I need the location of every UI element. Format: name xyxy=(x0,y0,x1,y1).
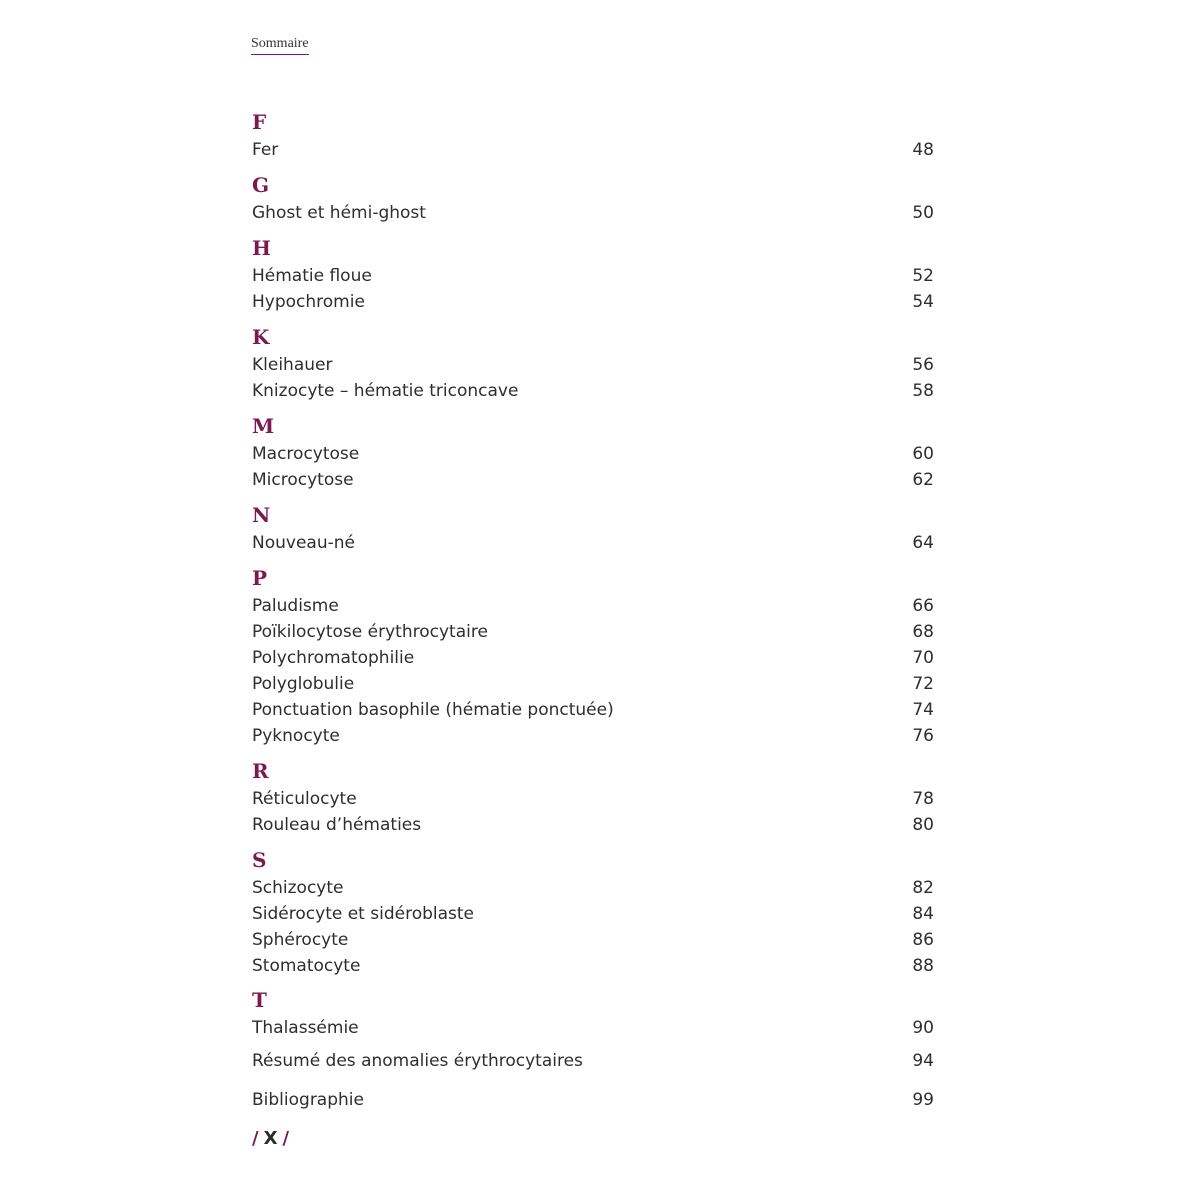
toc-entry-title: Résumé des anomalies érythrocytaires xyxy=(252,1051,583,1071)
toc-entry-page-number: 86 xyxy=(912,930,934,950)
section-letter-t: T xyxy=(252,988,267,1012)
toc-entry-page-number: 64 xyxy=(912,533,934,553)
toc-entry-page-number: 48 xyxy=(912,140,934,160)
toc-entry-page-number: 68 xyxy=(912,622,934,642)
toc-entry[interactable] xyxy=(252,290,934,314)
folio-slash-left: / xyxy=(252,1128,259,1149)
toc-entry-title: Hématie floue xyxy=(252,266,372,286)
toc-entry-page-number: 80 xyxy=(912,815,934,835)
toc-entry-page-number: 78 xyxy=(912,789,934,809)
section-header-label: Sommaire xyxy=(251,36,309,55)
toc-entry[interactable] xyxy=(252,672,934,696)
section-letter-m: M xyxy=(252,414,275,438)
section-letter-g: G xyxy=(252,173,270,197)
toc-entry[interactable] xyxy=(252,620,934,644)
toc-entry-title: Thalassémie xyxy=(252,1018,359,1038)
toc-entry[interactable] xyxy=(252,1049,934,1073)
toc-entry-page-number: 52 xyxy=(912,266,934,286)
toc-entry[interactable] xyxy=(252,468,934,492)
toc-entry-page-number: 58 xyxy=(912,381,934,401)
toc-entry-page-number: 82 xyxy=(912,878,934,898)
toc-entry[interactable] xyxy=(252,954,934,978)
toc-entry[interactable] xyxy=(252,531,934,555)
toc-entry[interactable] xyxy=(252,876,934,900)
toc-entry-title: Hypochromie xyxy=(252,292,365,312)
toc-entry-title: Knizocyte – hématie triconcave xyxy=(252,381,519,401)
toc-entry[interactable] xyxy=(252,442,934,466)
section-letter-n: N xyxy=(252,503,271,527)
toc-entry-page-number: 88 xyxy=(912,956,934,976)
section-letter-k: K xyxy=(252,325,270,349)
toc-entry-title: Poïkilocytose érythrocytaire xyxy=(252,622,488,642)
toc-entry-title: Pyknocyte xyxy=(252,726,340,746)
toc-entry[interactable] xyxy=(252,646,934,670)
toc-entry-page-number: 56 xyxy=(912,355,934,375)
toc-entry-title: Réticulocyte xyxy=(252,789,357,809)
toc-entry[interactable] xyxy=(252,1016,934,1040)
toc-entry-page-number: 50 xyxy=(912,203,934,223)
toc-entry[interactable] xyxy=(252,698,934,722)
section-letter-s: S xyxy=(252,848,267,872)
toc-entry-title: Nouveau-né xyxy=(252,533,355,553)
toc-entry-page-number: 74 xyxy=(912,700,934,720)
toc-entry[interactable] xyxy=(252,379,934,403)
toc-entry-page-number: 99 xyxy=(912,1090,934,1110)
toc-entry-page-number: 70 xyxy=(912,648,934,668)
toc-entry-title: Bibliographie xyxy=(252,1090,364,1110)
toc-entry-title: Rouleau d’hématies xyxy=(252,815,422,835)
toc-entry-title: Stomatocyte xyxy=(252,956,361,976)
toc-entry-title: Polyglobulie xyxy=(252,674,355,694)
toc-entry[interactable] xyxy=(252,928,934,952)
toc-entry-title: Macrocytose xyxy=(252,444,360,464)
toc-entry-page-number: 94 xyxy=(912,1051,934,1071)
toc-entry[interactable] xyxy=(252,353,934,377)
section-letter-h: H xyxy=(252,236,271,260)
toc-entry-title: Fer xyxy=(252,140,279,160)
section-letter-p: P xyxy=(252,566,268,590)
toc-entry-page-number: 62 xyxy=(912,470,934,490)
toc-entry-title: Schizocyte xyxy=(252,878,344,898)
toc-entry-page-number: 54 xyxy=(912,292,934,312)
section-letter-r: R xyxy=(252,759,269,783)
toc-entry[interactable] xyxy=(252,201,934,225)
toc-entry[interactable] xyxy=(252,724,934,748)
toc-entry-title: Polychromatophilie xyxy=(252,648,415,668)
toc-entry[interactable] xyxy=(252,787,934,811)
toc-entry-title: Kleihauer xyxy=(252,355,333,375)
toc-entry[interactable] xyxy=(252,594,934,618)
toc-entry-page-number: 66 xyxy=(912,596,934,616)
toc-entry-title: Ponctuation basophile (hématie ponctuée) xyxy=(252,700,614,720)
toc-entry-title: Sphérocyte xyxy=(252,930,349,950)
toc-entry-title: Ghost et hémi-ghost xyxy=(252,203,426,223)
toc-entry-title: Sidérocyte et sidéroblaste xyxy=(252,904,475,924)
folio-slash-right: / xyxy=(282,1128,290,1149)
toc-entry[interactable] xyxy=(252,813,934,837)
section-letter-f: F xyxy=(252,110,267,134)
toc-entry-page-number: 72 xyxy=(912,674,934,694)
toc-entry[interactable] xyxy=(252,138,934,162)
toc-entry-title: Paludisme xyxy=(252,596,339,616)
toc-entry-page-number: 90 xyxy=(912,1018,934,1038)
toc-entry[interactable] xyxy=(252,1088,934,1112)
toc-entry[interactable] xyxy=(252,902,934,926)
page-folio xyxy=(252,1127,289,1151)
toc-entry-title: Microcytose xyxy=(252,470,354,490)
toc-entry-page-number: 60 xyxy=(912,444,934,464)
toc-entry-page-number: 84 xyxy=(912,904,934,924)
toc-entry[interactable] xyxy=(252,264,934,288)
folio-page-numeral: X xyxy=(263,1128,278,1149)
toc-entry-page-number: 76 xyxy=(912,726,934,746)
